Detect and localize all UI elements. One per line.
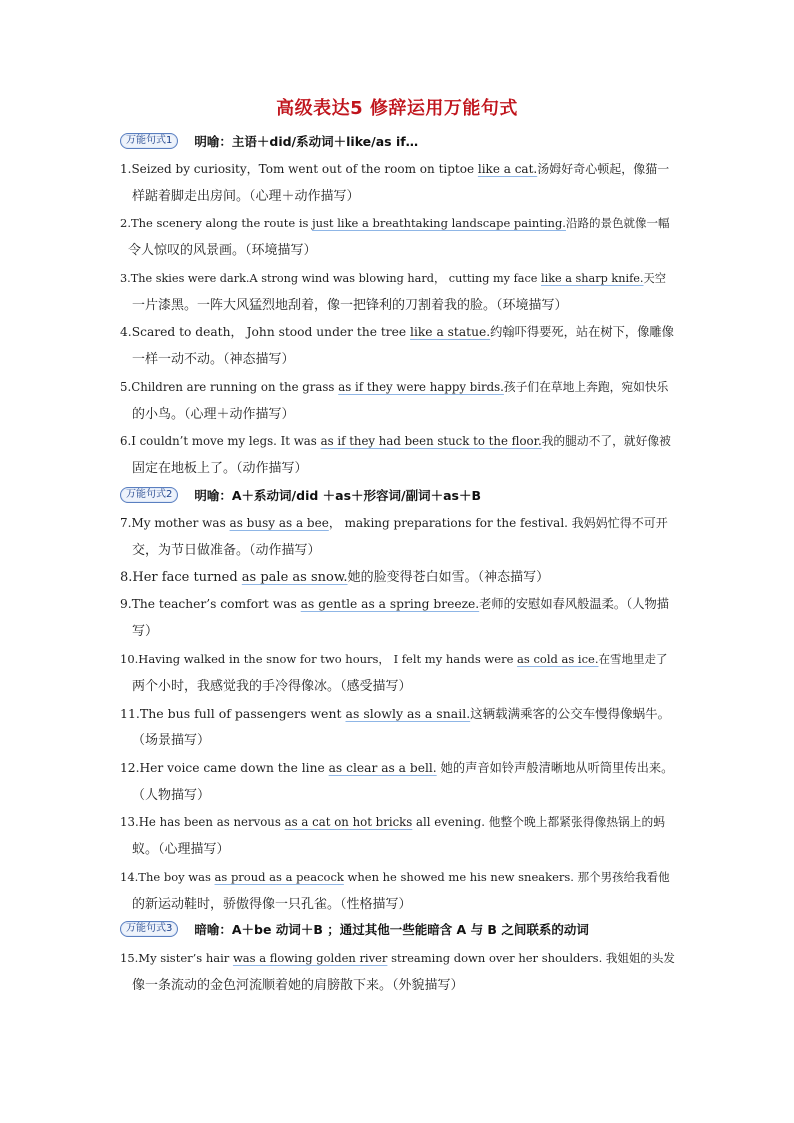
example-item-13: 13.He has been as nervous as a cat on hot bricks all evening. 他整个晚上都紧张得像热锅上的蚂 蚁。（心理描写） — [120, 815, 665, 857]
section-tag: 万能句式1 — [120, 133, 178, 149]
underlined-phrase: as cold as ice. — [517, 652, 599, 666]
example-item-2: 2.The scenery along the route is just like a breathtaking landscape painting.沿路的景色就像一幅 令人惊叹的风景画。（环境描写） — [120, 216, 670, 258]
underlined-phrase: as proud as a peacock — [214, 870, 344, 884]
underlined-phrase: as gentle as a spring breeze. — [300, 597, 480, 611]
section-pattern: 暗喻：A＋be 动词＋B ；通过其他一些能暗含 A 与 B 之间联系的动词 — [194, 922, 589, 937]
underlined-phrase: as clear as a bell. — [328, 761, 437, 775]
example-item-9: 9.The teacher’s comfort was as gentle as a spring breeze.老师的安慰如春风般温柔。（人物描 写） — [120, 597, 670, 639]
section-pattern: 明喻：主语＋did/系动词＋like/as if… — [194, 134, 419, 149]
section-pattern: 明喻：A＋系动词/did ＋as＋形容词/副词＋as＋B — [194, 488, 481, 503]
example-item-10: 10.Having walked in the snow for two hours， I felt my hands were as cold as ice.在雪地里走了 两个小时，我感觉我的手冷得像冰。（感受描写） — [120, 652, 668, 694]
example-item-8: 8.Her face turned as pale as snow.她的脸变得苍白如雪。（神态描写） — [120, 570, 550, 585]
underlined-phrase: as if they were happy birds. — [338, 380, 504, 394]
underlined-phrase: just like a breathtaking landscape painting. — [312, 216, 566, 230]
example-item-14: 14.The boy was as proud as a peacock when he showed me his new sneakers. 那个男孩给我看他 的新运动鞋时，骄傲得像一只孔雀。（性格描写） — [120, 870, 670, 912]
underlined-phrase: as a cat on hot bricks — [284, 815, 413, 829]
underlined-phrase: like a statue. — [410, 325, 491, 339]
example-item-7: 7.My mother was as busy as a bee， making preparations for the festival. 我妈妈忙得不可开 交，为节日做准备。（动作描写） — [120, 516, 668, 558]
underlined-phrase: as busy as a bee — [229, 516, 329, 530]
example-item-5: 5.Children are running on the grass as if they were happy birds.孩子们在草地上奔跑，宛如快乐 的小鸟。（心理＋动作描写） — [120, 380, 669, 422]
underlined-phrase: was a flowing golden river — [232, 951, 388, 965]
section-tag: 万能句式3 — [120, 921, 178, 937]
page-title: 高级表达5 修辞运用万能句式 — [276, 98, 518, 119]
example-item-12: 12.Her voice came down the line as clear as a bell. 她的声音如铃声般清晰地从听筒里传出来。 （人物描写） — [120, 761, 674, 803]
example-item-11: 11.The bus full of passengers went as slowly as a snail.这辆载满乘客的公交车慢得像蜗牛。 （场景描写） — [120, 706, 671, 748]
example-item-1: 1.Seized by curiosity，Tom went out of the room on tiptoe like a cat.汤姆好奇心顿起，像猫一 样踮着脚走出房间。（心理＋动作描写） — [120, 162, 670, 204]
example-item-4: 4.Scared to death， John stood under the tree like a statue.约翰吓得要死，站在树下，像雕像 一样一动不动。（神态描写） — [120, 325, 674, 367]
section-header-1 — [120, 132, 418, 150]
underlined-phrase: as pale as snow. — [241, 570, 348, 585]
example-item-6: 6.I couldn’t move my legs. It was as if they had been stuck to the floor.我的腿动不了，就好像被 固定在地板上了。（动作描写） — [120, 434, 671, 476]
example-item-15: 15.My sister’s hair was a flowing golden river streaming down over her shoulders. 我姐姐的头发 像一条流动的金色河流顺着她的肩膀散下来。（外貌描写） — [120, 951, 675, 993]
section-header-2 — [120, 486, 481, 504]
example-item-3: 3.The skies were dark.A strong wind was blowing hard， cutting my face like a sharp knife.天空 一片漆黑。一阵大风猛烈地刮着，像一把锋利的刀割着我的脸。（环境描写） — [120, 272, 666, 313]
underlined-phrase: as if they had been stuck to the floor. — [320, 434, 542, 448]
section-tag: 万能句式2 — [120, 487, 178, 503]
underlined-phrase: as slowly as a snail. — [345, 706, 471, 721]
section-header-3 — [120, 920, 589, 938]
underlined-phrase: like a cat. — [477, 162, 538, 176]
underlined-phrase: like a sharp knife. — [541, 272, 644, 285]
